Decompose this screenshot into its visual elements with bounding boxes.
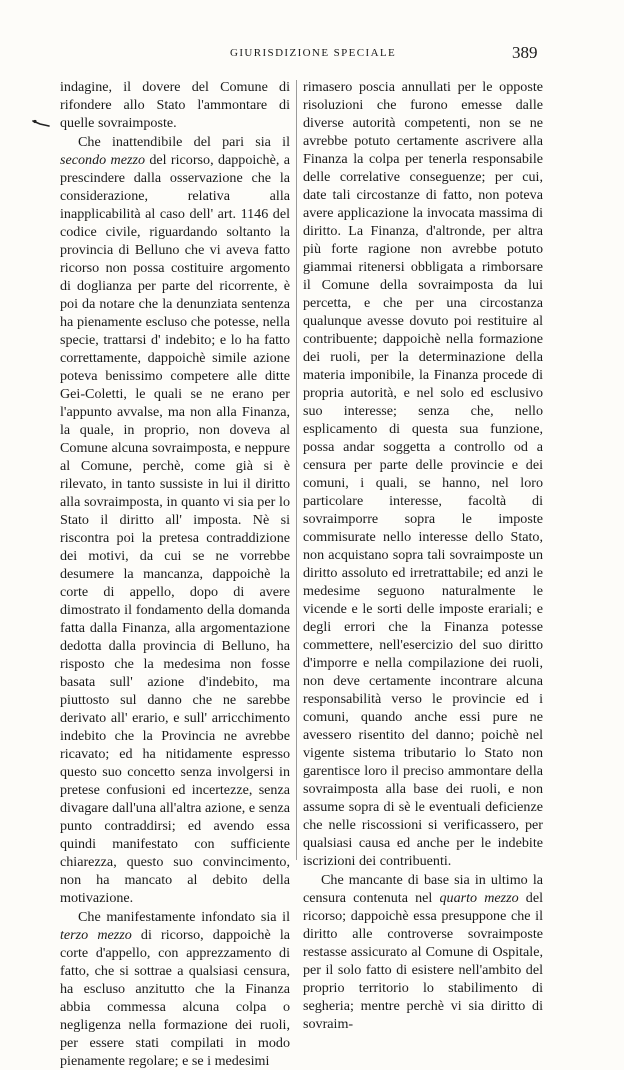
left-paragraph-3-lead: Che manifestamente infondato sia il	[78, 909, 290, 925]
page-header	[0, 43, 624, 65]
left-paragraph-3-emphasis: terzo mezzo	[60, 927, 132, 943]
right-paragraph-2-lead: Che mancante di base sia in ultimo la censura contenuta nel	[303, 872, 543, 906]
margin-mark-icon	[32, 118, 50, 128]
right-paragraph-2-body: del ricorso; dappoichè essa presuppone che il diritto alle controverse sovraimposte restasse assicurato al Comune di Ospitale, per il solo fatto di esistere nell'ambito del proprio territorio lo stabilimento di segheria; mentre perchè vi sia diritto di sovraim-	[303, 890, 544, 1032]
left-paragraph-1: indagine, il dovere del Comune di rifondere allo Stato l'ammontare di quelle sovraimposte.	[60, 79, 290, 131]
left-paragraph-2-lead: Che inattendibile del pari sia il	[78, 134, 290, 150]
right-column	[303, 78, 543, 1033]
left-paragraph-2-emphasis: secondo mezzo	[60, 152, 145, 168]
column-divider	[296, 80, 297, 860]
running-title: GIURISDIZIONE SPECIALE	[230, 47, 397, 59]
right-paragraph-1: rimasero poscia annullati per le opposte risoluzioni che furono emesse dalle diverse autorità competenti, non se ne avrebbe potuto certamente ascrivere alla Finanza la colpa per tenerla responsabile delle correlative conseguenze; per cui, date tali circostanze di fatto, non poteva avere applicazione la invocata massima di diritto. La Finanza, d'altronde, per altra più forte ragione non avrebbe potuto giammai ritenersi obbligata a rimborsare il Comune della sovraimposta da lui percetta, e che per una circostanza qualunque avesse dovuto poi restituire al contribuente; dappoichè nella formazione dei ruoli, per la determinazione della materia imponibile, la Finanza procede di propria autorità, e nel solo ed esclusivo suo interesse; senza che, nello esplicamento di questa sua funzione, possa andar soggetta a controllo od a censura per parte delle provincie e dei comuni, i quali, se hanno, nel loro particolare interesse, facoltà di sovraimporre sopra le imposte commisurate nello interesse dello Stato, non acquistano sopra tali sovraimposte un diritto assoluto ed irretrattabile; ed anzi le medesime seguono naturalmente le vicende e le sorti delle imposte erariali; e degli errori che la Finanza potesse commettere, nell'esercizio del suo diritto d'imporre e nella compilazione dei ruoli, non deve certamente incontrare alcuna responsabilità verso le provincie ed i comuni, quando anche essi pure ne avessero risentito del danno; poichè nel vigente sistema tributario lo Stato non garentisce loro il preciso ammontare della sovraimposta alla base dei ruoli, e non assume sopra di sè le eventuali deficienze che nelle riscossioni si verificassero, per qualsiasi causa ed anche per le indebite iscrizioni dei contribuenti.	[303, 79, 543, 869]
left-paragraph-3	[60, 908, 290, 1070]
right-paragraph-2	[303, 871, 543, 1033]
page-number: 389	[512, 43, 538, 62]
left-paragraph-2-body: del ricorso, dappoichè, a prescindere dalla osservazione che la considerazione, relativa alla inapplicabilità al caso dell' art. 1146 del codice civile, riguardando soltanto la provincia di Belluno che vi aveva fatto ricorso non possa costituire argomento di doglianza per parte del ricorrente, è poi da notare che la denunziata sentenza ha pienamente escluso che potesse, nella specie, trattarsi d' indebito; e lo ha fatto correttamente, dappoichè simile azione poteva benissimo competere alle ditte Gei-Coletti, le quali se ne erano per l'appunto avvalse, ma non alla Finanza, la quale, in proprio, non doveva al Comune alcuna sovraimposta, e neppure al Comune, perchè, come già si è rilevato, in tanto sussiste in lui il diritto alla sovraimposta, in quanto vi sia per lo Stato il diritto all' imposta. Nè si riscontra poi la pretesa contraddizione dei motivi, da cui se ne vorrebbe desumere la mancanza, dappoichè la corte di appello, dopo di avere dimostrato il fondamento della domanda fatta dalla Finanza, alla argomentazione dedotta dalla provincia di Belluno, ha risposto che la medesima non fosse basata sull' azione d'indebito, ma piuttosto sul danno che ne sarebbe derivato all' erario, e sull' arricchimento indebito che la Provincia ne avrebbe ricavato; ed ha nitidamente espresso questo suo concetto senza involgersi in pretese confusioni ed incertezze, senza divagare dall'una all'altra azione, e senza punto contraddirsi; ed avendo essa quindi manifestato con sufficiente chiarezza, questo suo convincimento, non ha mancato al debito della motivazione.	[60, 152, 290, 906]
left-paragraph-3-body: di ricorso, dappoichè la corte d'appello, con apprezzamento di fatto, che si sottrae a qualsiasi censura, ha escluso anzitutto che la Finanza abbia commessa alcuna colpa o negligenza nella formazione dei ruoli, per essere stati compilati in modo pienamente regolare; e se i medesimi	[60, 927, 290, 1069]
left-paragraph-2	[60, 133, 290, 907]
left-column	[60, 78, 290, 1070]
right-paragraph-2-emphasis: quarto mezzo	[439, 890, 519, 906]
